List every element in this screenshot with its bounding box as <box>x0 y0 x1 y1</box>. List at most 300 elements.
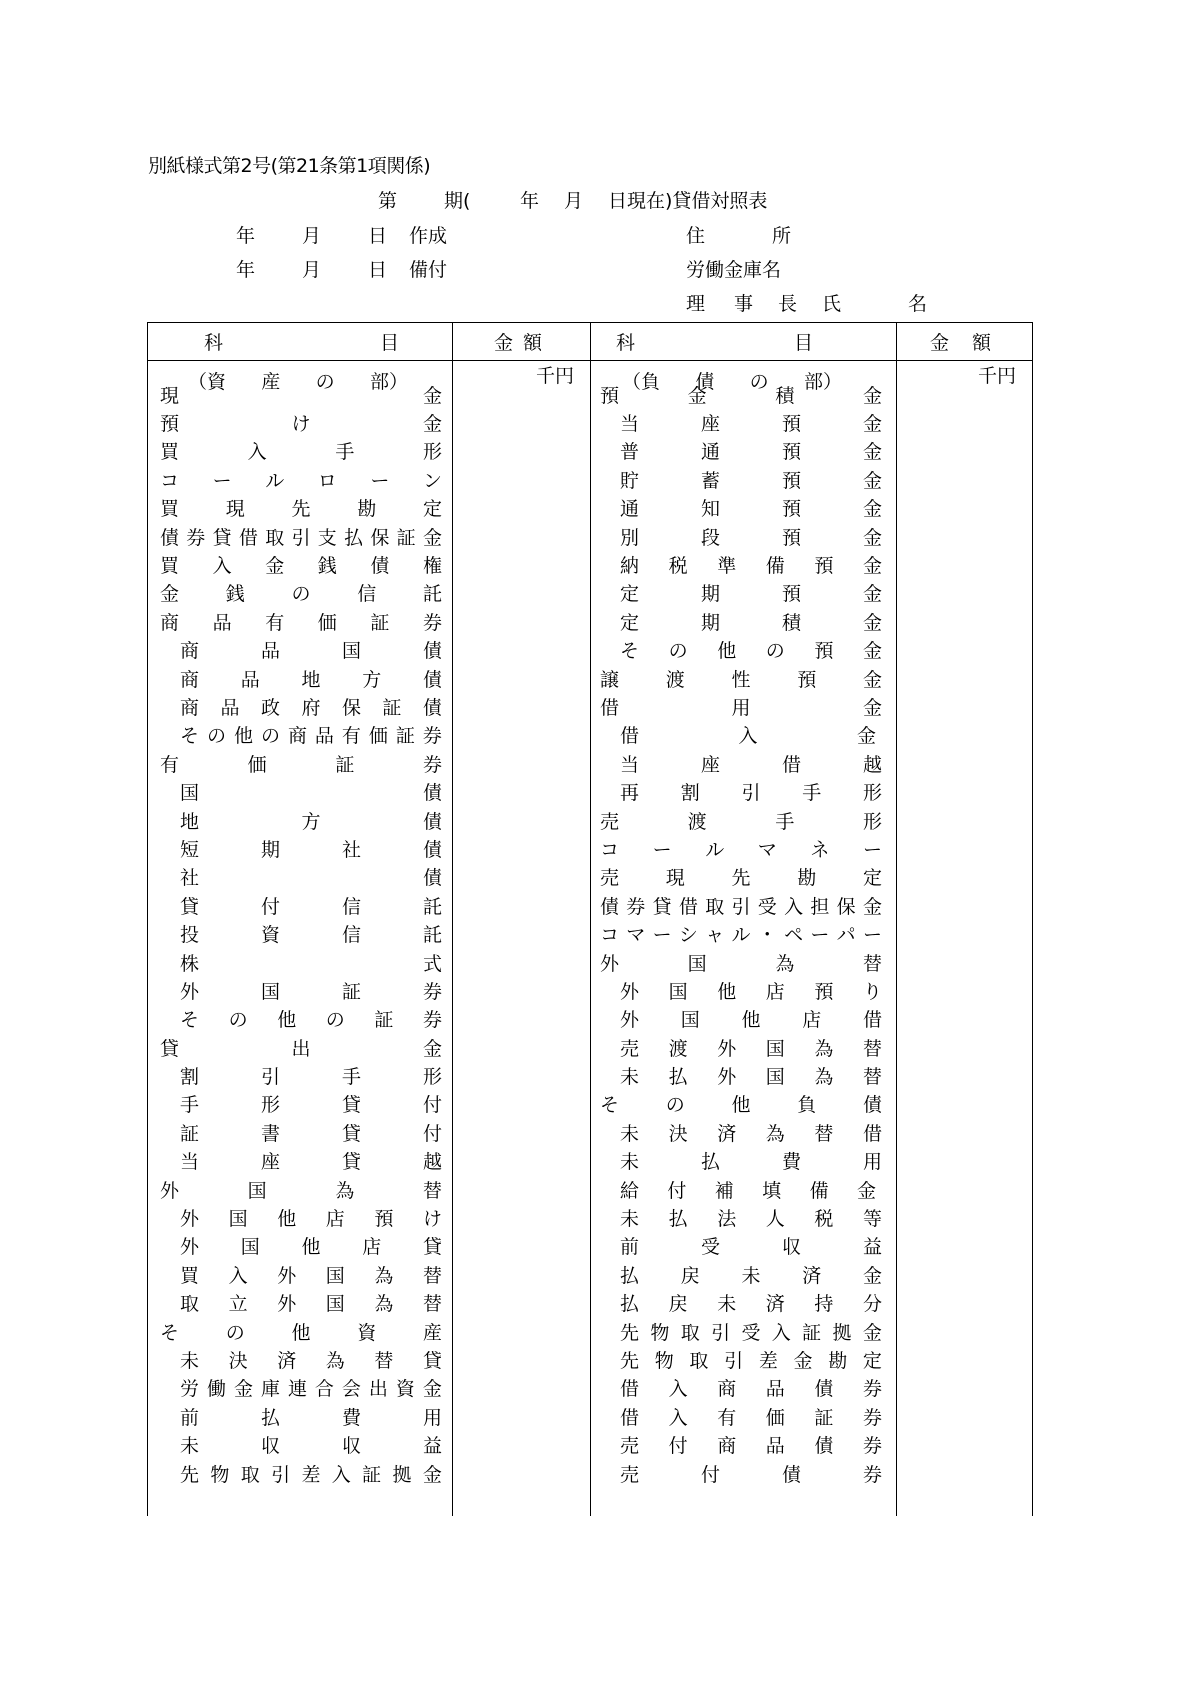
account-char: 別 <box>620 526 640 549</box>
account-char: 物 <box>210 1463 230 1486</box>
account-char: 保 <box>341 696 361 719</box>
account-char: 金 <box>687 384 707 407</box>
account-char: 合 <box>314 1378 334 1401</box>
account-row <box>160 1175 442 1203</box>
account-char: 金 <box>160 583 180 606</box>
created-month: 月 <box>302 225 322 247</box>
account-char: 引 <box>724 1349 744 1372</box>
account-char: 外 <box>277 1293 297 1316</box>
account-char: 期 <box>700 611 720 634</box>
account-char: ネ <box>810 838 830 861</box>
account-row <box>600 749 882 777</box>
account-char: の <box>206 725 226 748</box>
header-item-right-1: 科 <box>616 332 636 354</box>
account-char: 為 <box>374 1293 394 1316</box>
account-char: 外 <box>600 952 620 975</box>
account-char: 負 <box>797 1094 817 1117</box>
created-day: 日 <box>368 225 388 247</box>
header-amount-left: 金 額 <box>494 332 545 354</box>
account-char: 積 <box>775 384 795 407</box>
account-char: 資 <box>357 1321 377 1344</box>
account-char: 用 <box>731 696 751 719</box>
account-char: 方 <box>362 668 382 691</box>
account-char: 補 <box>714 1179 734 1202</box>
account-char: 預 <box>781 469 801 492</box>
account-char: 定 <box>620 611 640 634</box>
account-char: ル <box>731 924 751 947</box>
account-char: ル <box>265 469 285 492</box>
account-char: 国 <box>765 1066 785 1089</box>
account-char: 為 <box>335 1179 355 1202</box>
account-char: 付 <box>668 1435 688 1458</box>
header-item-left-1: 科 <box>204 332 224 354</box>
account-char: 税 <box>814 1208 834 1231</box>
account-row <box>600 721 882 749</box>
account-char: 金 <box>793 1349 813 1372</box>
account-char: 権 <box>422 555 442 578</box>
account-char: 国 <box>341 640 361 663</box>
account-row <box>600 1090 882 1118</box>
account-char: 入 <box>228 1264 248 1287</box>
account-char: 定 <box>422 498 442 521</box>
account-char: 通 <box>620 498 640 521</box>
account-char: 国 <box>325 1264 345 1287</box>
account-char: 受 <box>757 895 777 918</box>
account-char: 有 <box>717 1406 737 1429</box>
account-char: 価 <box>317 611 337 634</box>
balance-sheet-table <box>147 322 1033 1516</box>
account-char: 貯 <box>620 469 640 492</box>
account-char: 外 <box>717 1037 737 1060</box>
account-char: 外 <box>180 1236 200 1259</box>
account-char: 政 <box>260 696 280 719</box>
account-row <box>600 1260 882 1288</box>
account-char: 入 <box>738 725 758 748</box>
account-char: 券 <box>862 1435 882 1458</box>
account-char: 収 <box>341 1435 361 1458</box>
section-title-part: 部） <box>803 371 842 393</box>
account-char: 国 <box>228 1208 248 1231</box>
account-char: 買 <box>160 555 180 578</box>
account-char: 方 <box>301 810 321 833</box>
account-char: 払 <box>700 1151 720 1174</box>
account-char: ペ <box>784 924 804 947</box>
account-row <box>600 1033 882 1061</box>
account-row <box>600 1459 882 1487</box>
account-char: 預 <box>374 1208 394 1231</box>
account-row <box>160 1147 442 1175</box>
account-char: 替 <box>422 1264 442 1287</box>
account-char: 債 <box>814 1378 834 1401</box>
account-char: 券 <box>422 753 442 776</box>
account-char: 戻 <box>680 1264 700 1287</box>
account-row <box>600 607 882 635</box>
account-char: ー <box>370 469 390 492</box>
account-char: 蓄 <box>700 469 720 492</box>
account-char: 外 <box>717 1066 737 1089</box>
account-char: 金 <box>422 1463 442 1486</box>
account-char: 商 <box>180 640 200 663</box>
account-char: 資 <box>260 924 280 947</box>
account-char: 国 <box>260 980 280 1003</box>
account-char: マ <box>626 924 646 947</box>
account-char: り <box>862 980 882 1003</box>
account-char: シ <box>678 924 698 947</box>
account-char: 債 <box>422 867 442 890</box>
account-row <box>600 1430 882 1458</box>
account-row <box>600 891 882 919</box>
account-char: 書 <box>260 1122 280 1145</box>
account-char: 取 <box>705 895 725 918</box>
account-char: そ <box>160 1321 180 1344</box>
account-char: 受 <box>700 1236 720 1259</box>
account-char: 金 <box>862 640 882 663</box>
account-char: 商 <box>160 611 180 634</box>
account-char: 受 <box>741 1321 761 1344</box>
account-char: 填 <box>762 1179 782 1202</box>
account-char: 法 <box>717 1208 737 1231</box>
account-char: 割 <box>180 1066 200 1089</box>
account-char: 証 <box>802 1321 822 1344</box>
account-char: 用 <box>422 1406 442 1429</box>
account-char: 取 <box>240 1463 260 1486</box>
account-char: 当 <box>620 413 640 436</box>
account-char: 商 <box>180 696 200 719</box>
account-char: 証 <box>814 1406 834 1429</box>
account-char: 債 <box>422 782 442 805</box>
account-char: 託 <box>422 895 442 918</box>
account-char: 座 <box>700 753 720 776</box>
account-char: コ <box>600 838 620 861</box>
account-char: の <box>291 583 311 606</box>
account-char: 手 <box>802 782 822 805</box>
account-char: 借 <box>862 1009 882 1032</box>
account-char: ロ <box>317 469 337 492</box>
account-char: 替 <box>814 1122 834 1145</box>
account-char: 信 <box>341 924 361 947</box>
account-char: 益 <box>422 1435 442 1458</box>
account-char: 働 <box>206 1378 226 1401</box>
kept-day: 日 <box>368 259 388 281</box>
account-char: 給 <box>620 1179 640 1202</box>
account-char: 為 <box>325 1349 345 1372</box>
account-char: 座 <box>700 413 720 436</box>
account-char: 為 <box>814 1066 834 1089</box>
account-row <box>600 465 882 493</box>
account-char: 金 <box>862 1321 882 1344</box>
account-char: 借 <box>620 725 640 748</box>
account-char: 物 <box>654 1349 674 1372</box>
account-row <box>600 579 882 607</box>
account-char: 譲 <box>600 668 620 691</box>
account-char: 取 <box>180 1293 200 1316</box>
account-char: 渡 <box>687 810 707 833</box>
account-char: 立 <box>228 1293 248 1316</box>
account-row <box>600 550 882 578</box>
kept-month: 月 <box>302 259 322 281</box>
liabilities-item-list <box>600 380 882 1487</box>
account-char: 手 <box>180 1094 200 1117</box>
chairman-char: 事 <box>734 293 754 315</box>
account-char: 価 <box>247 753 267 776</box>
account-char: 担 <box>810 895 830 918</box>
account-char: 拠 <box>392 1463 412 1486</box>
account-char: 商 <box>717 1435 737 1458</box>
account-char: 為 <box>765 1122 785 1145</box>
account-char: 買 <box>160 441 180 464</box>
account-char: の <box>325 1009 345 1032</box>
account-char: 前 <box>180 1406 200 1429</box>
kept-year: 年 <box>236 259 256 281</box>
account-char: 価 <box>765 1406 785 1429</box>
account-char: 収 <box>781 1236 801 1259</box>
account-char: 証 <box>374 1009 394 1032</box>
assets-item-list <box>160 380 442 1487</box>
account-char: 借 <box>678 895 698 918</box>
account-row <box>600 408 882 436</box>
account-char: 他 <box>301 1236 321 1259</box>
account-char: 国 <box>180 782 200 805</box>
account-row <box>600 1402 882 1430</box>
account-row <box>600 919 882 947</box>
header-amount-right: 金 額 <box>930 332 994 354</box>
account-char: 券 <box>862 1378 882 1401</box>
account-char: 金 <box>862 555 882 578</box>
account-char: 金 <box>862 413 882 436</box>
account-row <box>160 1061 442 1089</box>
created-year: 年 <box>236 225 256 247</box>
account-row <box>600 777 882 805</box>
kept-label: 備付 <box>409 259 448 281</box>
title-tsuki: 月 <box>564 190 584 212</box>
account-char: 他 <box>277 1009 297 1032</box>
title-dai: 第 <box>378 190 398 212</box>
account-char: 券 <box>862 1406 882 1429</box>
column-divider <box>452 323 453 1516</box>
account-row <box>160 891 442 919</box>
account-row <box>160 1402 442 1430</box>
account-char: 券 <box>862 1463 882 1486</box>
account-row <box>160 1203 442 1231</box>
account-char: マ <box>757 838 777 861</box>
account-char: 形 <box>862 782 882 805</box>
account-row <box>160 465 442 493</box>
account-char: 用 <box>862 1151 882 1174</box>
account-char: 国 <box>680 1009 700 1032</box>
account-char: 納 <box>620 555 640 578</box>
account-row <box>600 437 882 465</box>
account-char: 金 <box>422 1037 442 1060</box>
account-char: 未 <box>620 1208 640 1231</box>
account-char: 人 <box>765 1208 785 1231</box>
account-char: 券 <box>422 1009 442 1032</box>
account-char: 預 <box>781 441 801 464</box>
account-char: 売 <box>600 810 620 833</box>
account-char: 会 <box>341 1378 361 1401</box>
account-row <box>160 834 442 862</box>
account-row <box>600 522 882 550</box>
account-row <box>160 1317 442 1345</box>
account-char: 品 <box>260 640 280 663</box>
account-row <box>600 1289 882 1317</box>
account-char: 券 <box>422 725 442 748</box>
section-title-part: （負 <box>622 371 661 393</box>
account-row <box>600 1147 882 1175</box>
account-row <box>160 1260 442 1288</box>
account-char: 先 <box>620 1349 640 1372</box>
account-row <box>160 1033 442 1061</box>
account-char: 証 <box>362 1463 382 1486</box>
chairman-char: 理 <box>686 293 706 315</box>
account-char: 済 <box>717 1122 737 1145</box>
account-char: ャ <box>705 924 725 947</box>
account-char: 店 <box>765 980 785 1003</box>
account-char: 貸 <box>652 895 672 918</box>
account-char: 貸 <box>180 895 200 918</box>
account-char: 預 <box>781 526 801 549</box>
account-char: 有 <box>160 753 180 776</box>
account-char: 金 <box>862 469 882 492</box>
account-char: 預 <box>814 980 834 1003</box>
account-char: そ <box>180 1009 200 1032</box>
account-char: 短 <box>180 838 200 861</box>
account-char: 備 <box>765 555 785 578</box>
account-char: 預 <box>814 555 834 578</box>
account-row <box>160 1090 442 1118</box>
account-char: 式 <box>422 952 442 975</box>
account-char: 券 <box>626 895 646 918</box>
account-char: そ <box>180 725 200 748</box>
account-char: 預 <box>600 384 620 407</box>
account-char: 払 <box>260 1406 280 1429</box>
account-char: 形 <box>260 1094 280 1117</box>
chairman-char: 氏 <box>822 293 842 315</box>
account-char: 替 <box>422 1179 442 1202</box>
account-char: 債 <box>160 526 180 549</box>
account-char: 託 <box>422 924 442 947</box>
account-char: 再 <box>620 782 640 805</box>
account-char: 収 <box>260 1435 280 1458</box>
account-row <box>160 721 442 749</box>
account-char: 国 <box>325 1293 345 1316</box>
account-char: 当 <box>180 1151 200 1174</box>
account-char: 債 <box>422 640 442 663</box>
account-char: 外 <box>620 980 640 1003</box>
account-row <box>160 437 442 465</box>
account-char: コ <box>600 924 620 947</box>
account-char: 金 <box>862 384 882 407</box>
account-row <box>600 494 882 522</box>
account-char: 貸 <box>212 526 232 549</box>
account-char: 前 <box>620 1236 640 1259</box>
account-char: 託 <box>422 583 442 606</box>
account-char: 商 <box>180 668 200 691</box>
account-char: 通 <box>700 441 720 464</box>
account-char: 券 <box>186 526 206 549</box>
account-char: 替 <box>862 952 882 975</box>
account-row <box>160 692 442 720</box>
section-title-part: 産 <box>261 371 281 393</box>
account-char: 金 <box>862 668 882 691</box>
account-row <box>160 863 442 891</box>
account-char: 品 <box>240 668 260 691</box>
account-char: 他 <box>731 1094 751 1117</box>
account-row <box>160 664 442 692</box>
account-char: ー <box>652 838 672 861</box>
account-char: 銭 <box>225 583 245 606</box>
section-title-part: （資 <box>188 371 227 393</box>
account-char: 証 <box>396 526 416 549</box>
account-char: 付 <box>422 1094 442 1117</box>
account-char: 預 <box>814 640 834 663</box>
account-char: 信 <box>357 583 377 606</box>
account-char: 金 <box>265 555 285 578</box>
account-char: 現 <box>225 498 245 521</box>
account-char: 積 <box>781 611 801 634</box>
account-char: 預 <box>160 413 180 436</box>
account-char: 決 <box>668 1122 688 1145</box>
account-char: 払 <box>620 1264 640 1287</box>
account-char: の <box>260 725 280 748</box>
account-char: 債 <box>781 1463 801 1486</box>
account-char: 国 <box>247 1179 267 1202</box>
account-char: 貸 <box>341 1151 361 1174</box>
account-row <box>600 1232 882 1260</box>
account-char: 先 <box>731 867 751 890</box>
account-char: 金 <box>862 696 882 719</box>
account-char: 知 <box>700 498 720 521</box>
account-char: 国 <box>765 1037 785 1060</box>
account-char: 国 <box>687 952 707 975</box>
account-char: 証 <box>370 611 390 634</box>
account-char: 庫 <box>260 1378 280 1401</box>
account-char: 債 <box>422 696 442 719</box>
created-label: 作成 <box>409 225 448 247</box>
account-char: 定 <box>862 1349 882 1372</box>
account-row <box>600 380 882 408</box>
account-char: 外 <box>180 1208 200 1231</box>
column-divider <box>896 323 897 1516</box>
account-char: 勘 <box>797 867 817 890</box>
account-char: 店 <box>802 1009 822 1032</box>
account-row <box>160 806 442 834</box>
account-char: 替 <box>422 1293 442 1316</box>
account-char: ー <box>862 924 882 947</box>
account-char: パ <box>836 924 856 947</box>
account-row <box>600 1345 882 1373</box>
account-char: 借 <box>862 1122 882 1145</box>
account-char: 証 <box>335 753 355 776</box>
account-row <box>160 948 442 976</box>
account-char: 金 <box>422 384 442 407</box>
account-char: 先 <box>180 1463 200 1486</box>
account-char: 金 <box>862 895 882 918</box>
account-char: 預 <box>781 413 801 436</box>
account-char: 期 <box>700 583 720 606</box>
title-suffix: 日現在)貸借対照表 <box>608 190 768 212</box>
account-char: 金 <box>862 1264 882 1287</box>
account-char: 支 <box>317 526 337 549</box>
account-char: 替 <box>374 1349 394 1372</box>
account-row <box>600 806 882 834</box>
account-char: 未 <box>620 1122 640 1145</box>
account-char: 他 <box>233 725 253 748</box>
account-char: ル <box>705 838 725 861</box>
account-char: 割 <box>680 782 700 805</box>
account-char: 借 <box>238 526 258 549</box>
column-divider <box>590 323 591 1516</box>
account-char: 勘 <box>828 1349 848 1372</box>
